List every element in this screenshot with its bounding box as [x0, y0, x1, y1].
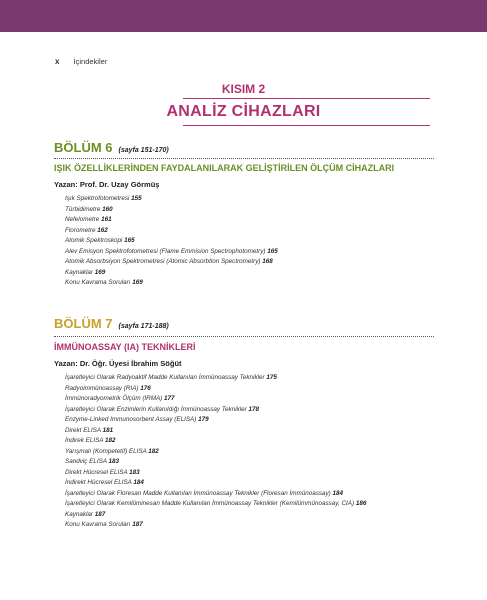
chapter-7-entries: [65, 373, 366, 531]
chapter-6-title: IŞIK ÖZELLİKLERİNDEN FAYDALANILARAK GELİŞTİRİLEN ÖLÇÜM CİHAZLARI: [54, 163, 395, 173]
chapter-7-author: Yazan: Dr. Öğr. Üyesi İbrahim Söğüt: [54, 359, 182, 368]
toc-entry[interactable]: İşaretleyici Olarak Kemilüminesan Madde Kullanılan İmmünoassay Teknikler (Kemilümmünoassay, CIA) 186: [65, 500, 367, 507]
page-number: x: [55, 57, 60, 66]
toc-entry[interactable]: İşaretleyici Olarak Enzimlerin Kullanıldığı İmmünoassay Teknikler 178: [65, 405, 260, 413]
part-label: KISIM 2: [221, 82, 266, 96]
toc-entry[interactable]: Sandviç ELISA 183: [65, 458, 120, 465]
toc-entry[interactable]: Konu Kavrama Soruları 169: [65, 279, 143, 286]
chapter-7-heading: [54, 316, 169, 331]
chapter-7-title: İMMÜNOASSAY (IA) TEKNİKLERİ: [54, 342, 196, 352]
toc-entry[interactable]: Kaynaklar 187: [65, 510, 106, 518]
toc-entry[interactable]: Atomik Spektroskopi 165: [65, 237, 135, 244]
toc-entry[interactable]: Kaynaklar 169: [65, 268, 106, 276]
part-title: ANALİZ CİHAZLARI: [166, 103, 321, 120]
section-name: İçindekiler: [73, 57, 108, 66]
toc-entry[interactable]: İmmünoradyometrik Ölçüm (IRMA) 177: [65, 395, 175, 402]
toc-entry[interactable]: İndirek ELISA 182: [65, 437, 116, 444]
toc-entry[interactable]: Direkt ELISA 181: [65, 426, 114, 434]
toc-entry[interactable]: Yarışmalı (Kompetetif) ELISA 182: [65, 447, 159, 455]
chapter-6-author: Yazan: Prof. Dr. Uzay Görmüş: [54, 180, 160, 189]
toc-entry[interactable]: Nefelometre 161: [65, 216, 112, 223]
chapter-6-label: BÖLÜM 6: [54, 140, 113, 155]
toc-entry[interactable]: Atomik Absorbsiyon Spektrometresi (Atomic Absorbtion Spectrometry) 168: [65, 258, 273, 265]
toc-entry[interactable]: Direkt Hücresel ELISA 183: [65, 468, 140, 476]
toc-entry[interactable]: Türbidimetre 160: [65, 205, 113, 213]
toc-entry[interactable]: Işık Spektrofotometresi 155: [65, 195, 142, 202]
page-header: [55, 57, 107, 66]
chapter-7-label: BÖLÜM 7: [54, 316, 113, 331]
toc-entry[interactable]: İşaretleyici Olarak Radyoaktif Madde Kullanılan İmmünoassay Teknikler 175: [65, 374, 277, 381]
top-color-band: [0, 0, 487, 32]
chapter-6-divider: [54, 158, 434, 159]
toc-entry[interactable]: İşaretleyici Olarak Floresan Madde Kullanılan İmmünoassay Teknikler (Floresan İmmünoassay) 184: [65, 489, 344, 497]
chapter-6-entries: [65, 194, 278, 289]
toc-entry[interactable]: İndirekt Hücresel ELISA 184: [65, 479, 144, 486]
chapter-6-pages: (sayfa 151-170): [118, 147, 169, 154]
part-rule-bottom: [183, 125, 430, 126]
toc-entry[interactable]: Enzyme-Linked Immunosorbent Assay (ELISA) 179: [65, 416, 209, 423]
chapter-6-heading: [54, 140, 169, 155]
toc-entry[interactable]: Konu Kavrama Soruları 187: [65, 521, 143, 528]
toc-entry[interactable]: Florometre 162: [65, 226, 108, 234]
part-rule-top: [183, 98, 430, 99]
toc-entry[interactable]: Radyoimmünoassay (RIA) 176: [65, 384, 151, 392]
chapter-7-divider: [54, 336, 434, 337]
chapter-7-pages: (sayfa 171-188): [118, 323, 169, 330]
toc-entry[interactable]: Alev Emisyon Spektrofotometresi (Flame Emmision Spectrophotometry) 165: [65, 247, 278, 255]
